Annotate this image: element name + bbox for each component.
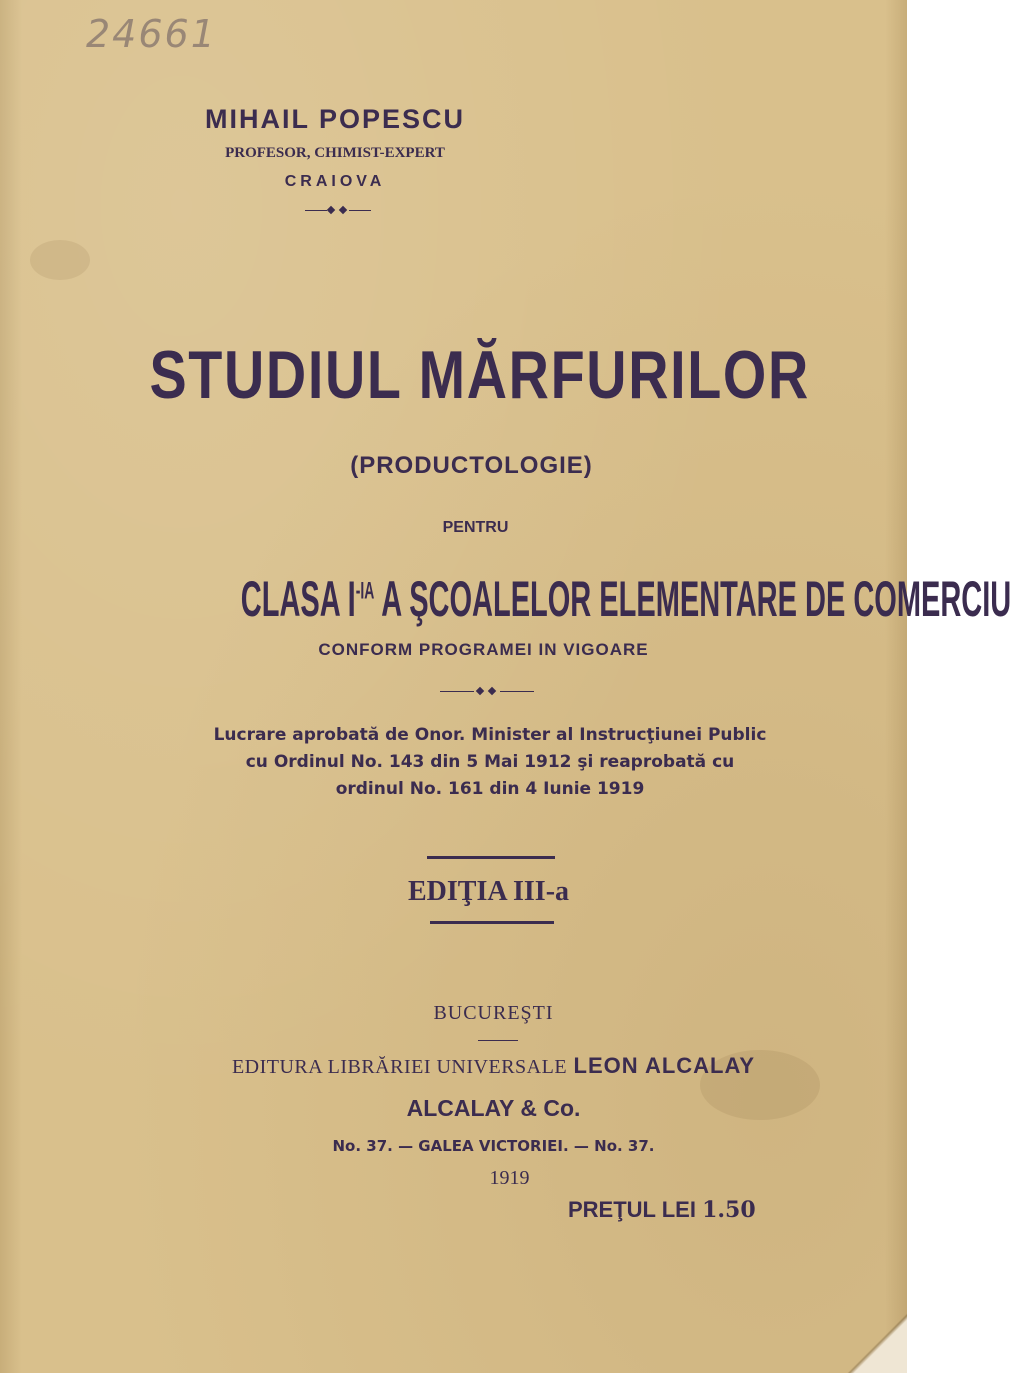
publication-year: 1919 bbox=[489, 1167, 530, 1189]
publisher-address: No. 37. — GALEA VICTORIEI. — No. 37. bbox=[332, 1137, 655, 1155]
publisher-line bbox=[40, 1053, 947, 1080]
page-corner-fold bbox=[847, 1313, 907, 1373]
author-name: MIHAIL POPESCU bbox=[204, 104, 466, 134]
city-rule bbox=[478, 1040, 518, 1041]
edition-rule-top bbox=[427, 856, 555, 859]
class-prefix: CLASA I bbox=[240, 571, 356, 627]
approval-text bbox=[120, 722, 860, 803]
ornament-divider bbox=[305, 204, 371, 218]
paper-stain bbox=[30, 240, 90, 280]
price-line bbox=[568, 1197, 756, 1223]
conform-line: CONFORM PROGRAMEI IN VIGOARE bbox=[318, 640, 649, 659]
publisher-company: ALCALAY & Co. bbox=[406, 1095, 581, 1121]
book-title: STUDIUL MĂRFURILOR bbox=[149, 337, 810, 413]
price-label: PREŢUL LEI bbox=[568, 1197, 696, 1222]
approval-line: ordinul No. 161 din 4 Iunie 1919 bbox=[335, 779, 645, 799]
approval-line: Lucrare aprobată de Onor. Minister al Instrucţiunei Public bbox=[213, 725, 767, 745]
publisher-city: BUCUREŞTI bbox=[433, 1002, 554, 1024]
author-city: CRAIOVA bbox=[284, 173, 386, 190]
handwritten-number: 24661 bbox=[86, 12, 217, 56]
class-superscript: -IA bbox=[355, 577, 375, 605]
class-line bbox=[240, 570, 1011, 628]
publisher-name: LEON ALCALAY bbox=[573, 1053, 756, 1078]
edition-rule-bottom bbox=[430, 921, 554, 924]
ornament-divider bbox=[440, 685, 534, 699]
class-rest: A ŞCOALELOR ELEMENTARE DE COMERCIU bbox=[374, 571, 1011, 627]
publisher-prefix: EDITURA LIBRĂRIEI UNIVERSALE bbox=[231, 1056, 568, 1078]
approval-line: cu Ordinul No. 143 din 5 Mai 1912 şi reaprobată cu bbox=[245, 752, 735, 772]
book-subtitle: (PRODUCTOLOGIE) bbox=[350, 452, 593, 479]
author-profession: PROFESOR, CHIMIST-EXPERT bbox=[225, 145, 445, 161]
edition-label: EDIŢIA III-a bbox=[407, 876, 570, 907]
price-amount: 1.50 bbox=[702, 1197, 756, 1223]
pentru-label: PENTRU bbox=[442, 519, 509, 536]
